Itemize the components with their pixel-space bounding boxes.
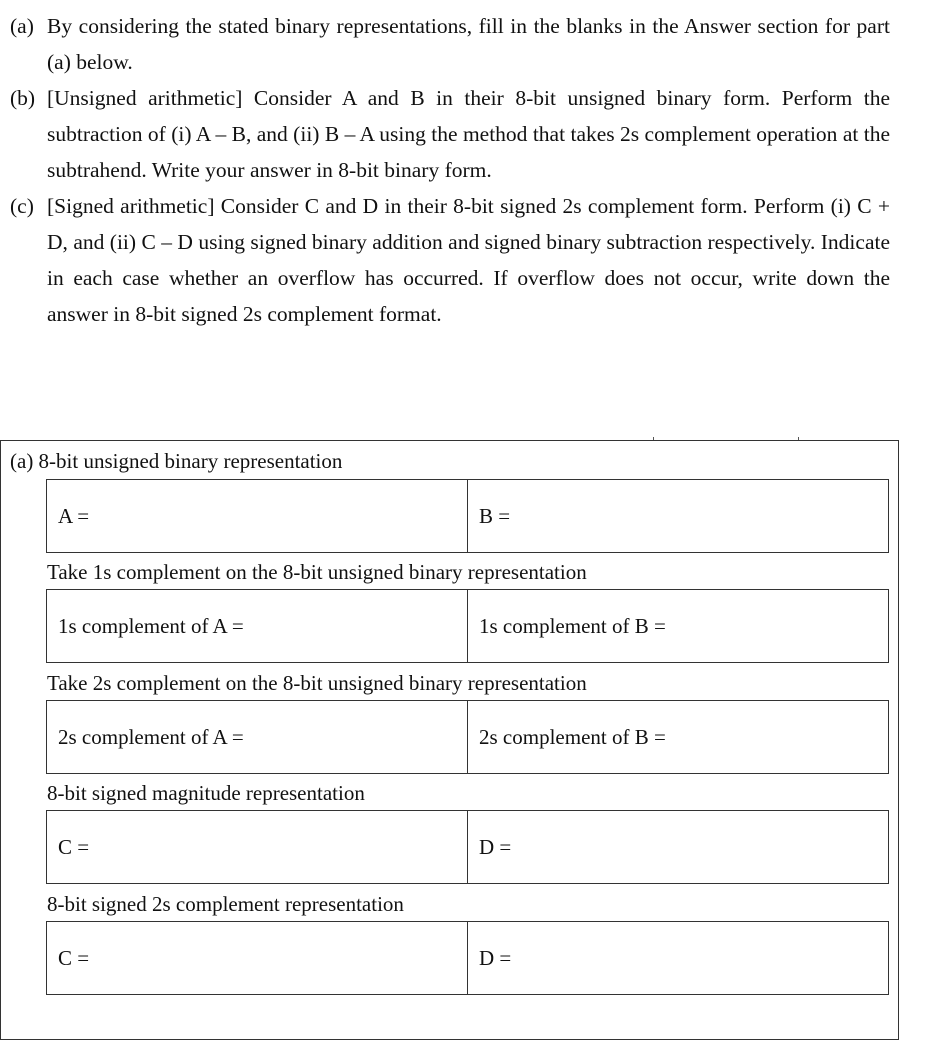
answer-row-unsigned — [46, 479, 889, 553]
question-text: [Unsigned arithmetic] Consider A and B in their 8-bit unsigned binary form. Perform the subtraction of (i) A – B, and (ii) B – A using the method that takes 2s complement operation at the subtrahend. Write your answer in 8-bit binary form. — [47, 86, 890, 182]
answer-field-twos-a[interactable]: 2s complement of A = — [58, 724, 244, 749]
answer-heading: (a) 8-bit unsigned binary representation — [10, 449, 343, 473]
question-marker: (b) — [10, 86, 36, 110]
answer-field-d-twos[interactable]: D = — [467, 922, 888, 994]
question-text: [Signed arithmetic] Consider C and D in their 8-bit signed 2s complement form. Perform (i) C + D, and (ii) C – D using signed binary addition and signed binary subtraction respectively. Indicate in each case whether an overflow has occurred. If overflow does not occur, write down the answer in 8-bit signed 2s complement format. — [47, 194, 890, 326]
answer-row-signed-magnitude — [46, 810, 889, 884]
answer-row-twos-complement — [46, 700, 889, 774]
answer-row-signed-twos-complement — [46, 921, 889, 995]
answer-field-c-twos[interactable]: C = — [58, 945, 90, 970]
answer-field-d-magnitude[interactable]: D = — [467, 811, 888, 883]
answer-field-ones-b[interactable]: 1s complement of B = — [467, 590, 888, 662]
answer-field-c-magnitude[interactable]: C = — [58, 834, 90, 859]
question-c — [0, 188, 926, 332]
label-signed-twos-complement: 8-bit signed 2s complement representation — [47, 892, 404, 916]
question-b — [0, 80, 926, 188]
label-signed-magnitude: 8-bit signed magnitude representation — [47, 781, 365, 805]
answer-field-twos-b[interactable]: 2s complement of B = — [467, 701, 888, 773]
question-list — [0, 8, 926, 332]
question-marker: (a) — [10, 14, 34, 38]
answer-field-b[interactable]: B = — [467, 480, 888, 552]
answer-field-ones-a[interactable]: 1s complement of A = — [58, 613, 244, 638]
question-marker: (c) — [10, 194, 34, 218]
label-ones-complement: Take 1s complement on the 8-bit unsigned binary representation — [47, 560, 587, 584]
question-text: By considering the stated binary representations, fill in the blanks in the Answer section for part (a) below. — [47, 14, 890, 74]
answer-row-ones-complement — [46, 589, 889, 663]
answer-field-a[interactable]: A = — [58, 503, 90, 528]
label-twos-complement: Take 2s complement on the 8-bit unsigned binary representation — [47, 671, 587, 695]
question-a — [0, 8, 926, 80]
